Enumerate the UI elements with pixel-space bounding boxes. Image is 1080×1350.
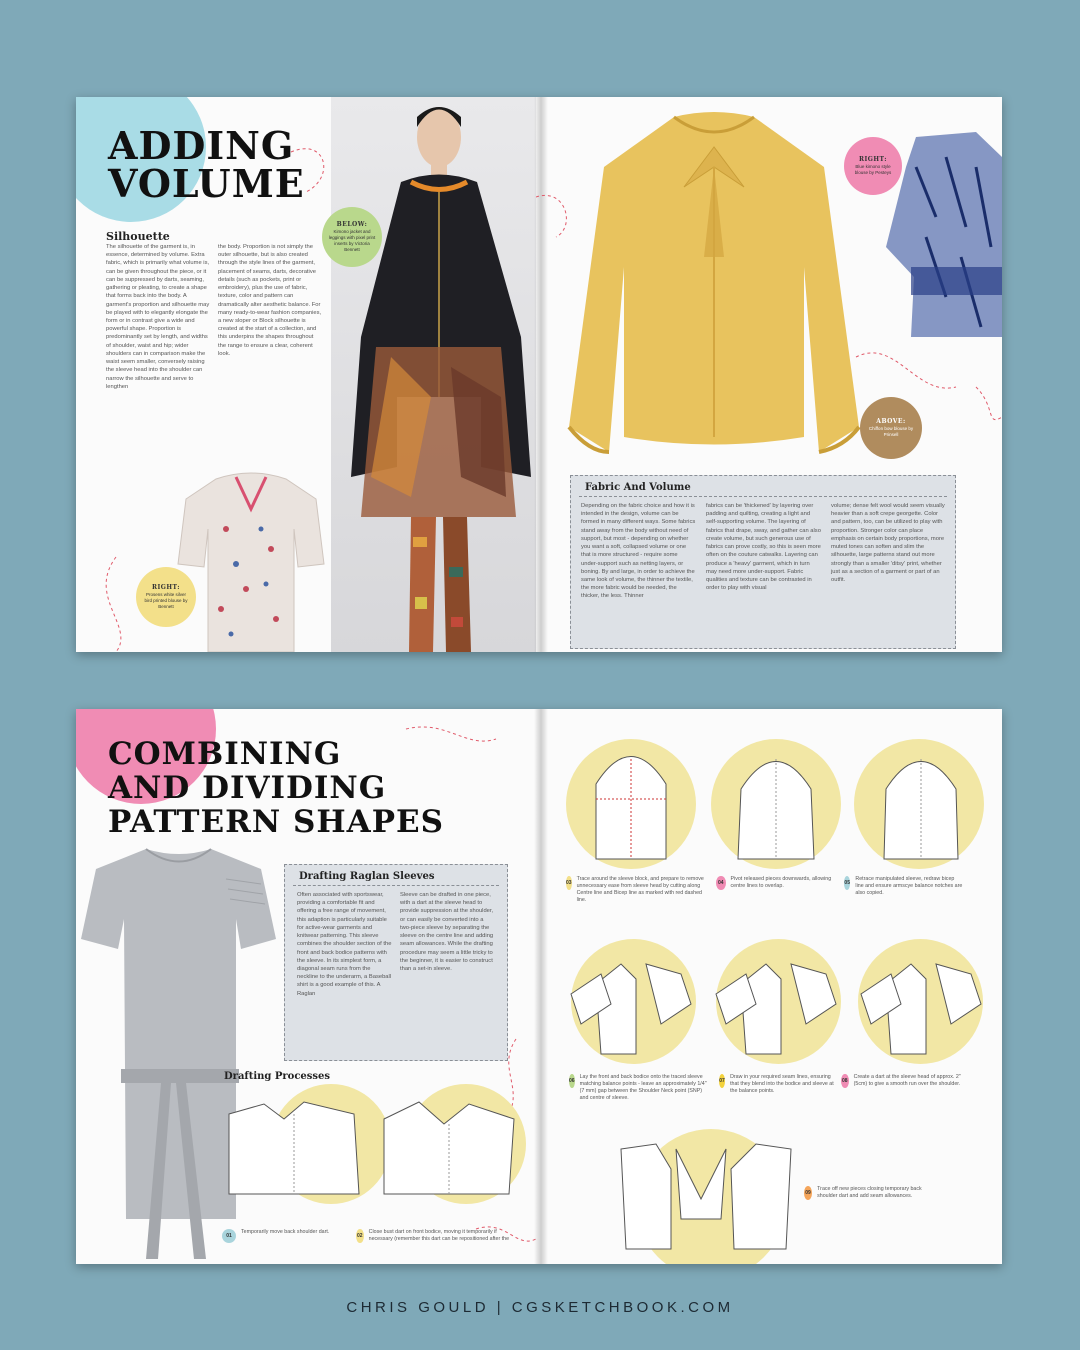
step-text: Pivot released pieces downwards, allowing centre lines to overlap. [730, 876, 832, 890]
yellow-chiffon-blouse-image [564, 107, 864, 467]
step-text: Lay the front and back bodice onto the traced sleeve matching balance points - leave an approximately 1/4" (7 mm) gap between the Shoulder Neck point (SNP) and centre of sleeve. [579, 1074, 707, 1102]
final-pattern-diagram [616, 1139, 796, 1254]
step-text: Close bust dart on front bodice, moving it temporarily if necessary (remember this dart can be repositioned after the [368, 1229, 510, 1243]
step-01 [222, 1229, 352, 1243]
blue-print-blouse-image [886, 127, 1002, 337]
section-heading-fabric: Fabric And Volume [585, 482, 691, 493]
step-number: 09 [804, 1186, 812, 1200]
step-text: Draw in your required seam lines, ensuring that they blend into the bodice and sleeve at the balance points. [730, 1074, 834, 1095]
spine-shadow [534, 709, 548, 1264]
page-title-line2: AND DIVIDING [108, 770, 387, 806]
sleeve-pattern-diagrams [566, 734, 986, 869]
step-09 [804, 1186, 934, 1200]
page-title-line1: COMBINING [108, 736, 342, 772]
badge-label: BELOW: [336, 221, 368, 229]
step-number: 06 [569, 1074, 575, 1088]
page-title-line3: PATTERN SHAPES [108, 804, 445, 840]
badge-label: RIGHT: [151, 584, 181, 592]
badge-label: RIGHT: [858, 156, 888, 164]
step-03 [566, 876, 706, 905]
step-number: 05 [844, 876, 850, 890]
step-05 [844, 876, 964, 897]
fabric-volume-box [570, 475, 956, 649]
page-title-line1: ADDING [108, 123, 295, 168]
step-number: 07 [719, 1074, 725, 1088]
step-number: 08 [841, 1074, 849, 1088]
footer-credit: CHRIS GOULD | CGSKETCHBOOK.COM [346, 1299, 734, 1316]
badge-text: Blue kimono style blouse by Pesteys [854, 164, 892, 175]
raglan-sleeves-box [284, 864, 508, 1061]
section-heading-processes: Drafting Processes [224, 1071, 331, 1082]
caption-badge-right-top [844, 137, 902, 195]
raglan-assembly-diagrams [566, 944, 986, 1069]
page-title-line2: VOLUME [108, 161, 305, 206]
section-heading-raglan: Drafting Raglan Sleeves [299, 871, 435, 882]
fabric-text-col3: volume; dense felt wool would seem visually heavier than a soft crepe georgette. Color and pattern, too, can be utilized to play with proportion. Stronger color can place emphasis on certain body proportions, more muted tones can soften and slim the silhouette, large patterns stand out more strongly than a smaller 'ditsy' print, whether just as a section of a garment or part of an outfit. [831, 503, 945, 583]
step-text: Create a dart at the sleeve head of approx. 2" (5cm) to give a smooth run over the shoulder. [853, 1074, 961, 1088]
runway-model-photo [331, 97, 536, 652]
step-text: Temporarily move back shoulder dart. [241, 1229, 330, 1235]
raglan-text-col2: Sleeve can be drafted in one piece, with a dart at the sleeve head to provide suppression at the shoulder, or can easily be converted into a two-piece sleeve by separating the sleeve on the centre line and adding seam allowances. While the drafting procedure may seem a little tricky to the beginner, it is easier to construct than a set-in sleeve. [400, 892, 494, 972]
step-number: 03 [566, 876, 572, 890]
step-08 [841, 1074, 971, 1088]
floral-blouse-image [176, 469, 326, 652]
fabric-text-col1: Depending on the fabric choice and how it is intended in the design, volume can be formed in many different ways. Some fabrics stand away from the body without need of support, but most - depending on whether you want a soft, collapsed volume or one that is more structured - require some under-support such as netting layers, or boning. By and large, in order to achieve the same look of volume, the thinner the textile, the more fabric would be needed, the thicker, the less. Thinner [581, 503, 696, 600]
step-text: Trace around the sleeve block, and prepare to remove unnecessary ease from sleeve head by cutting along Centre line and Bicep line as marked with red dashed line. [576, 876, 704, 904]
badge-text: Chiffon bow blouse by Prinsell [868, 426, 914, 437]
step-number: 01 [222, 1229, 236, 1243]
step-text: Trace off new pieces closing temporary back shoulder dart and add seam allowances. [817, 1186, 922, 1200]
step-06 [569, 1074, 709, 1103]
step-02 [356, 1229, 516, 1243]
step-number: 04 [716, 876, 726, 890]
caption-badge-above [860, 397, 922, 459]
step-04 [716, 876, 836, 890]
bodice-pattern-diagrams [224, 1094, 524, 1209]
section-heading-silhouette: Silhouette [106, 230, 170, 243]
magazine-spread-pattern-shapes [76, 709, 1002, 1264]
step-07 [719, 1074, 839, 1095]
heading-divider [579, 496, 947, 497]
raglan-text-col1: Often associated with sportswear, providing a comfortable fit and offering a free range of movement, this adaption is particularly suitable for active-wear garments and knitwear patterning. This sleeve combines the shoulder section of the front and back bodice patterns with the sleeve. In its simplest form, a diagonal seam runs from the neckline to the underarm, a Baseball shirt is a good example of this. A Raglan [297, 892, 392, 997]
step-text: Retrace manipulated sleeve, redraw bicep line and ensure armscye balance notches are also copied. [855, 876, 963, 897]
badge-text: Kimono jacket and leggings with pixel print inserts by Victoria Bennett [328, 229, 376, 252]
badge-text: Prosens white silver bird printed blouse by Bennett [144, 592, 188, 609]
step-number: 02 [356, 1229, 364, 1243]
silhouette-text-col1: The silhouette of the garment is, in essence, determined by volume. Extra fabric, which is primarily what volume is, can be given throughout the piece, or it can be suppressed by darts, seaming, gathering or pleating, to create a shape that forms back into the body. A garment's proportion and silhouette may be played with to elegantly elongate the form or in contrast give a wide and powerful shape. Proportion is predominantly set by length, and widths of shoulder, waist and hip; wider shoulders can in comparison make the waist seem smaller, conversely raising the sleeve head into the shoulder can narrow the silhouette and serve to lengthen [106, 244, 210, 390]
silhouette-text-col2: the body. Proportion is not simply the outer silhouette, but is also created through the style lines of the garment, placement of seams, darts, decorative details (such as pockets, print or embroidery), plus the use of fabric, texture, color and pattern can dramatically alter aesthetic balance. For many ready-to-wear fashion companies, a new sloper or Block silhouette is created at the start of a collection, and this underpins the shapes throughout the range to ensure a clear, coherent look. [218, 244, 322, 357]
magazine-spread-adding-volume [76, 97, 1002, 652]
caption-badge-below [322, 207, 382, 267]
heading-divider [293, 885, 499, 886]
caption-badge-right-blouse [136, 567, 196, 627]
fabric-text-col2: fabrics can be 'thickened' by layering over padding and quilting, creating a light and self-supporting volume. The layering of fabrics that drape, sway, and gather can also create volume, but such generous use of fabrics can prove costly, so this is seen more often on the couture catwalks. Layering can produce a 'heavy' garment, which in turn may need more under-support. Fabric qualities and texture can be contrasted in order to play with visual [706, 503, 821, 592]
badge-label: ABOVE: [876, 418, 906, 426]
